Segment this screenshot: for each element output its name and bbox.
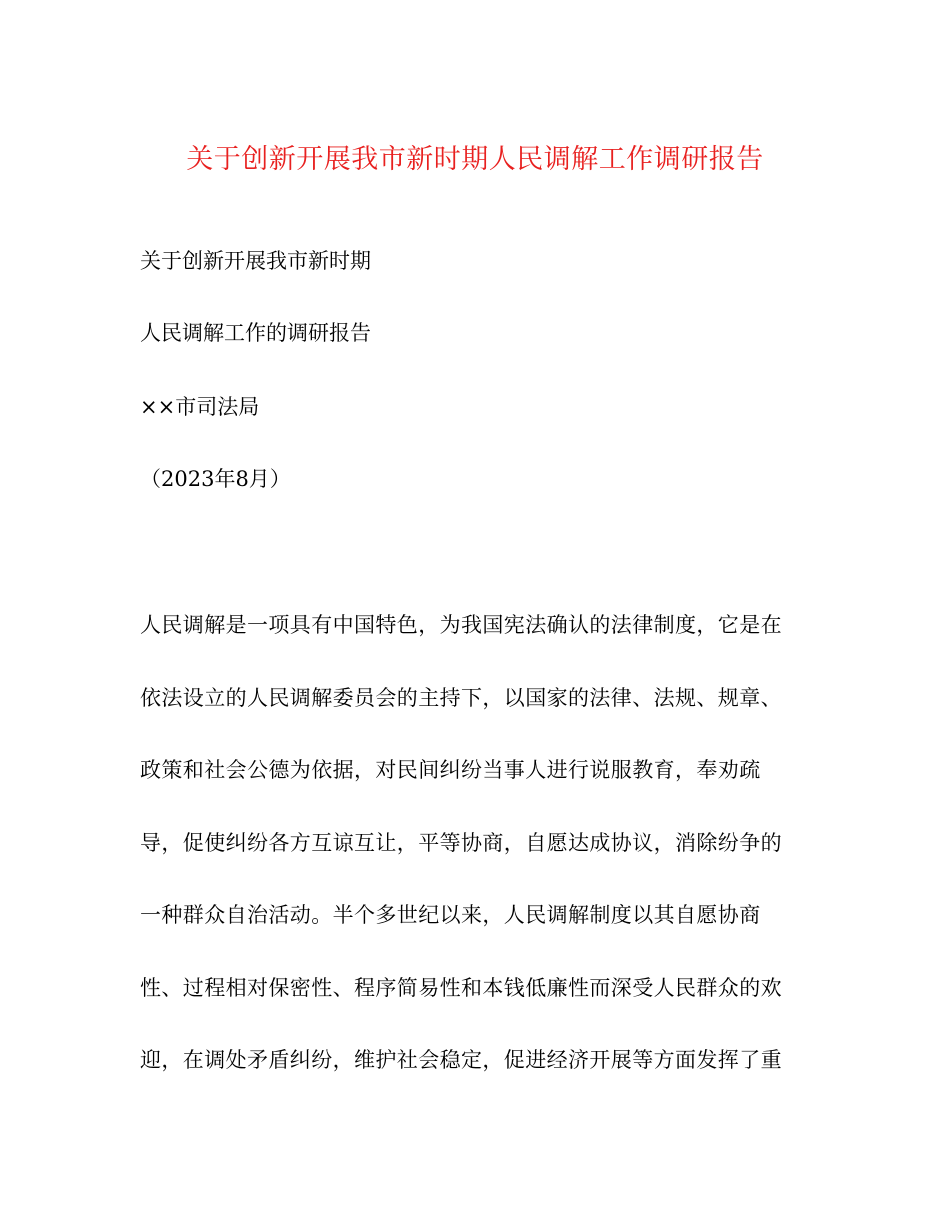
body-line: 性、过程相对保密性、程序简易性和本钱低廉性而深受人民群众的欢 bbox=[140, 976, 782, 1000]
document-date: （2023年8月） bbox=[140, 467, 291, 491]
body-line: 一种群众自治活动。半个多世纪以来，人民调解制度以其自愿协商 bbox=[140, 903, 761, 927]
body-line: 人民调解是一项具有中国特色，为我国宪法确认的法律制度，它是在 bbox=[140, 613, 782, 637]
document-title: 关于创新开展我市新时期人民调解工作调研报告 bbox=[186, 144, 764, 175]
body-line: 导，促使纠纷各方互谅互让，平等协商，自愿达成协议，消除纷争的 bbox=[140, 831, 782, 855]
body-line: 依法设立的人民调解委员会的主持下，以国家的法律、法规、规章、 bbox=[140, 686, 782, 710]
subtitle-line-2: 人民调解工作的调研报告 bbox=[140, 321, 371, 345]
subtitle-line-1: 关于创新开展我市新时期 bbox=[140, 249, 371, 273]
body-line: 政策和社会公德为依据，对民间纠纷当事人进行说服教育，奉劝疏 bbox=[140, 758, 761, 782]
author-organization: ××市司法局 bbox=[140, 395, 260, 419]
body-line: 迎，在调处矛盾纠纷，维护社会稳定，促进经济开展等方面发挥了重 bbox=[140, 1048, 782, 1072]
